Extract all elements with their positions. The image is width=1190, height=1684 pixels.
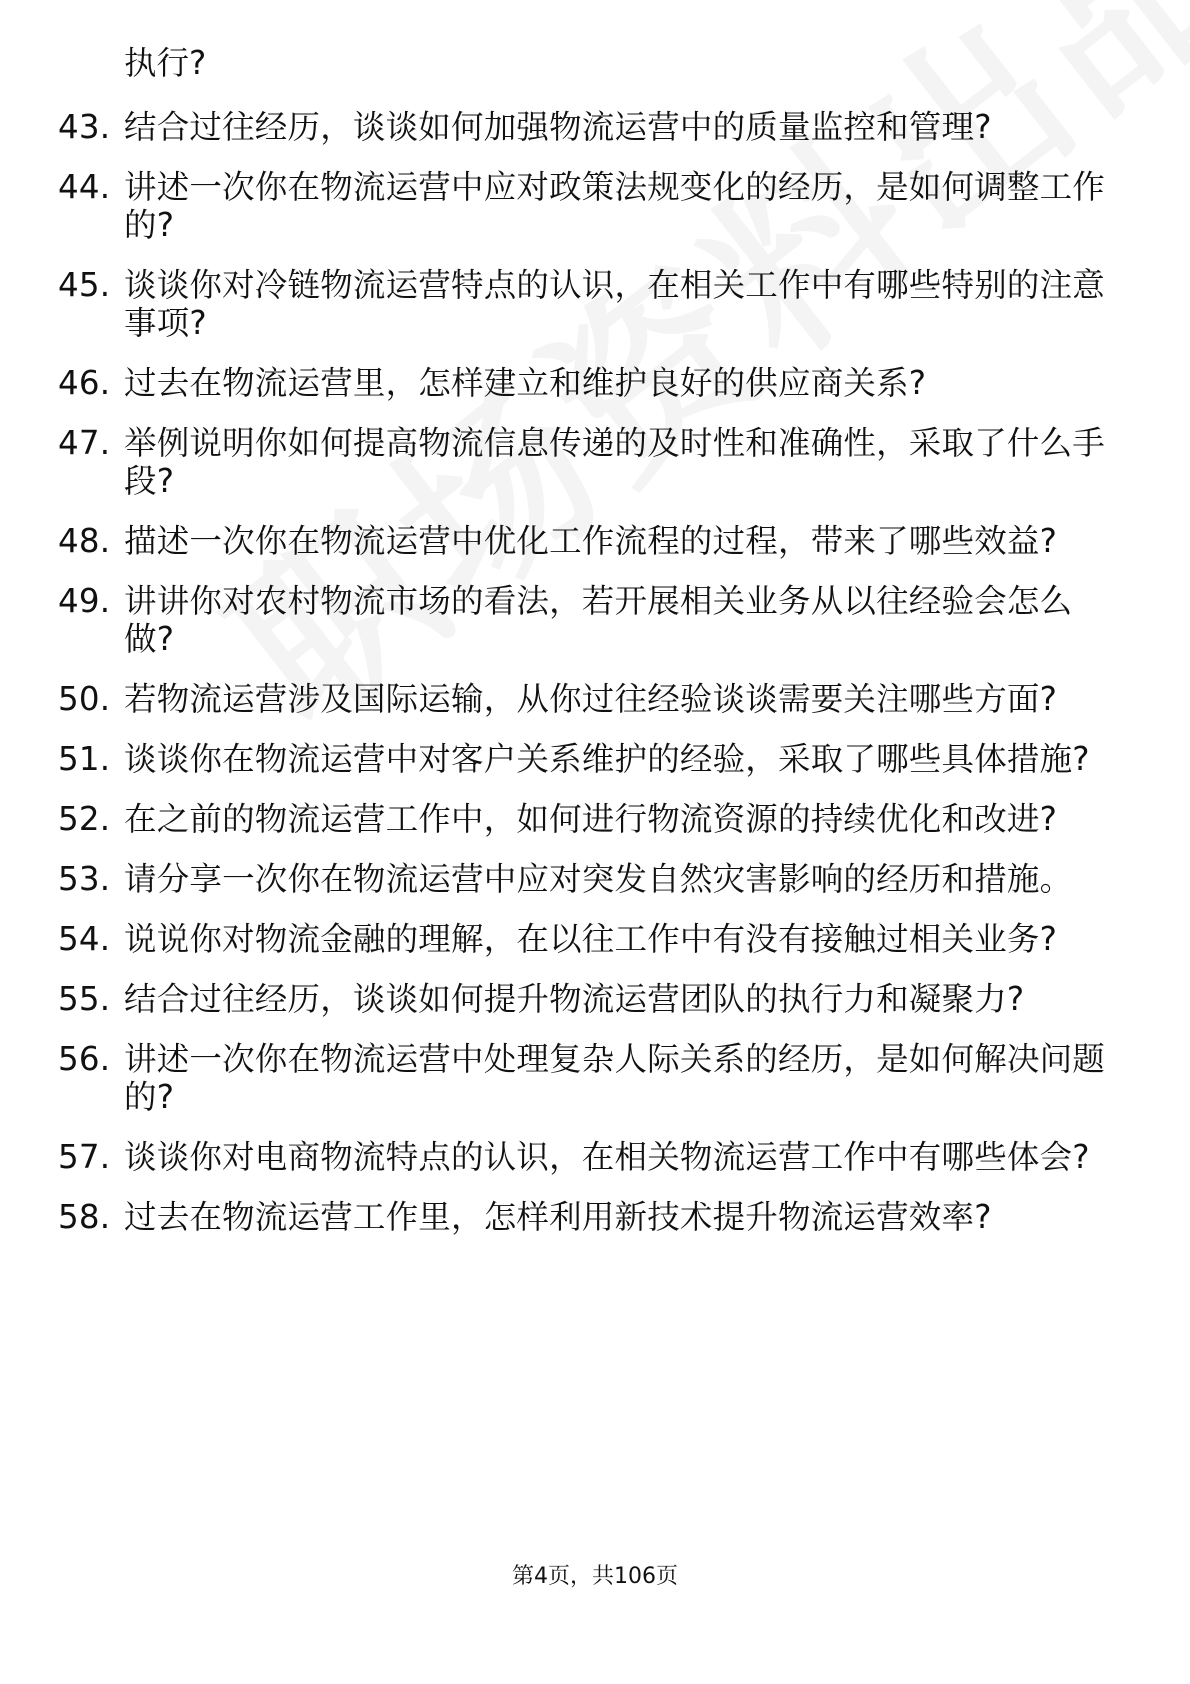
- question-text: 讲述一次你在物流运营中处理复杂人际关系的经历，是如何解决问题的?: [124, 1040, 1106, 1116]
- question-number: 50.: [58, 680, 111, 718]
- question-number: 47.: [58, 424, 111, 462]
- question-text: 在之前的物流运营工作中，如何进行物流资源的持续优化和改进?: [124, 800, 1058, 838]
- question-text: 说说你对物流金融的理解，在以往工作中有没有接触过相关业务?: [124, 920, 1058, 958]
- question-text: 若物流运营涉及国际运输，从你过往经验谈谈需要关注哪些方面?: [124, 680, 1058, 718]
- question-number: 54.: [58, 920, 111, 958]
- question-list: [58, 44, 1118, 1258]
- question-number: 43.: [58, 108, 111, 146]
- question-item: [58, 522, 1118, 560]
- question-item: [58, 1198, 1118, 1236]
- question-number: 53.: [58, 860, 111, 898]
- question-text: 举例说明你如何提高物流信息传递的及时性和准确性，采取了什么手段?: [124, 424, 1106, 500]
- page-footer: 第4页，共106页: [512, 1564, 678, 1589]
- question-text: 谈谈你在物流运营中对客户关系维护的经验，采取了哪些具体措施?: [124, 740, 1090, 778]
- question-item: [58, 800, 1118, 838]
- question-text: 结合过往经历，谈谈如何提升物流运营团队的执行力和凝聚力?: [124, 980, 1025, 1018]
- question-item: [58, 266, 1118, 342]
- question-text: 过去在物流运营工作里，怎样利用新技术提升物流运营效率?: [124, 1198, 992, 1236]
- question-number: 48.: [58, 522, 111, 560]
- question-text: 结合过往经历，谈谈如何加强物流运营中的质量监控和管理?: [124, 108, 992, 146]
- question-text: 谈谈你对冷链物流运营特点的认识，在相关工作中有哪些特别的注意事项?: [124, 266, 1106, 342]
- question-item: [58, 860, 1118, 898]
- question-number: 46.: [58, 364, 111, 402]
- question-text: 请分享一次你在物流运营中应对突发自然灾害影响的经历和措施。: [124, 860, 1073, 898]
- question-continuation: 执行?: [124, 44, 207, 82]
- question-item: [58, 108, 1118, 146]
- question-number: 56.: [58, 1040, 111, 1078]
- question-text: 讲讲你对农村物流市场的看法，若开展相关业务从以往经验会怎么做?: [124, 582, 1073, 658]
- question-item: [58, 1138, 1118, 1176]
- question-number: 45.: [58, 266, 111, 304]
- question-item: [58, 680, 1118, 718]
- question-number: 51.: [58, 740, 111, 778]
- question-item: [58, 740, 1118, 778]
- question-item: [58, 582, 1118, 658]
- question-item: [58, 920, 1118, 958]
- question-item: [58, 1040, 1118, 1116]
- question-number: 55.: [58, 980, 111, 1018]
- questions-container: [58, 108, 1118, 1236]
- question-item: [58, 168, 1118, 244]
- question-number: 58.: [58, 1198, 111, 1236]
- question-number: 57.: [58, 1138, 111, 1176]
- question-text: 讲述一次你在物流运营中应对政策法规变化的经历，是如何调整工作的?: [124, 168, 1106, 244]
- question-number: 52.: [58, 800, 111, 838]
- question-text: 过去在物流运营里，怎样建立和维护良好的供应商关系?: [124, 364, 927, 402]
- question-item: [58, 364, 1118, 402]
- question-item: [58, 424, 1118, 500]
- question-text: 谈谈你对电商物流特点的认识，在相关物流运营工作中有哪些体会?: [124, 1138, 1090, 1176]
- question-item: [58, 980, 1118, 1018]
- question-number: 49.: [58, 582, 111, 620]
- question-number: 44.: [58, 168, 111, 206]
- question-text: 描述一次你在物流运营中优化工作流程的过程，带来了哪些效益?: [124, 522, 1058, 560]
